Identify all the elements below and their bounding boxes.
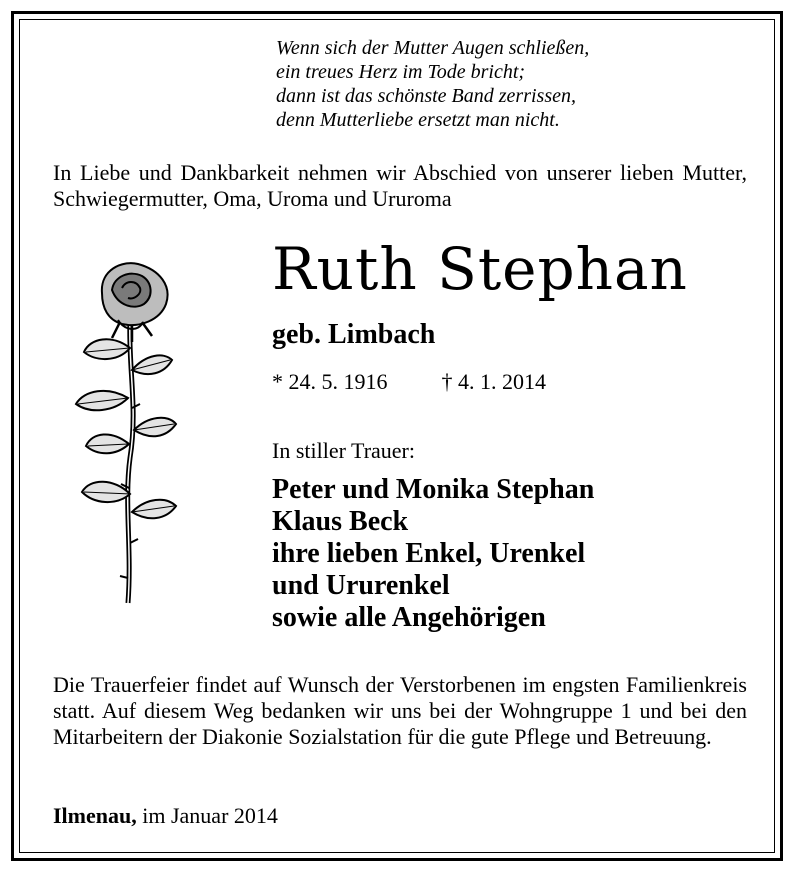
death-date: † 4. 1. 2014: [441, 369, 546, 394]
mourner-line: Klaus Beck: [272, 506, 409, 537]
poem-line: denn Mutterliebe ersetzt man nicht.: [276, 109, 560, 131]
mourners-list: [272, 474, 594, 634]
poem-line: Wenn sich der Mutter Augen schließen,: [276, 37, 590, 59]
funeral-notice-text: Die Trauerfeier findet auf Wunsch der Verstorbenen im engsten Familienkreis statt. Auf diesem Weg bedanken wir uns bei der Wohngruppe 1 und bei den Mitarbeitern der Diakonie Sozialstation für die gute Pflege und Betreuung.: [53, 672, 747, 749]
poem-line: dann ist das schönste Band zerrissen,: [276, 85, 576, 107]
signoff: [53, 802, 278, 830]
mourner-line: und Ururenkel: [272, 570, 450, 601]
mourner-line: ihre lieben Enkel, Urenkel: [272, 538, 586, 569]
rose-icon: [72, 258, 192, 626]
poem-line: ein treues Herz im Tode bricht;: [276, 61, 526, 83]
intro-text: In Liebe und Dankbarkeit nehmen wir Abschied von unserer lieben Mutter, Schwiegermutter, Oma, Uroma und Ururoma: [53, 160, 747, 211]
memorial-poem: [276, 36, 589, 132]
signoff-date: im Januar 2014: [142, 803, 278, 828]
deceased-name: Ruth Stephan: [272, 235, 688, 303]
mourners-label: In stiller Trauer:: [272, 438, 415, 463]
signoff-place: Ilmenau,: [53, 803, 137, 828]
birth-date: * 24. 5. 1916: [272, 369, 388, 394]
mourner-line: sowie alle Angehörigen: [272, 602, 546, 633]
birth-name: geb. Limbach: [272, 319, 436, 350]
mourner-line: Peter und Monika Stephan: [272, 474, 595, 505]
life-dates: [272, 368, 546, 396]
